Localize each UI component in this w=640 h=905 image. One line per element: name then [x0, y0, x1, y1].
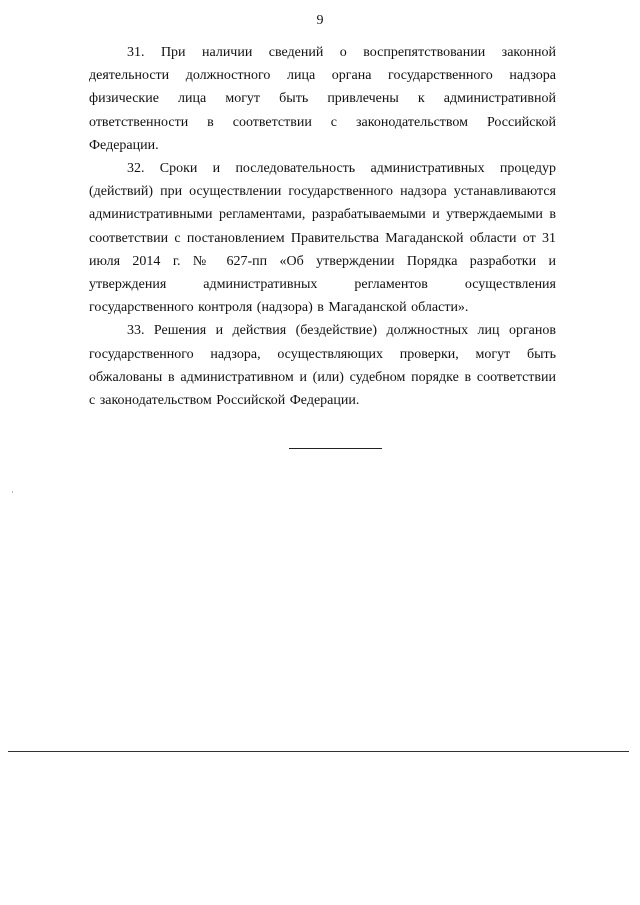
bottom-divider — [8, 751, 629, 752]
end-of-text-rule — [289, 448, 382, 449]
paragraph-33: 33. Решения и действия (бездействие) должностных лиц органов государственного надзора, осуществляющих проверки, могут быть обжалованы в административном и (или) судебном порядке в соответствии с законодательством Российской Федерации. — [89, 323, 556, 409]
page-number: 9 — [316, 13, 324, 28]
document-body — [89, 41, 556, 412]
paragraph-32: 32. Сроки и последовательность административных процедур (действий) при осуществлении государственного надзора устанавливаются административными регламентами, разрабатываемыми и утверждаемыми в соответствии с постановлением Правительства Магаданской области от 31 июля 2014 г. № 627-пп «Об утверждении Порядка разработки и утверждения административных регламентов осуществления государственного контроля (надзора) в Магаданской области». — [89, 161, 556, 316]
scan-artifact — [12, 491, 13, 493]
paragraph-31: 31. При наличии сведений о воспрепятствовании законной деятельности должностного лица органа государственного надзора физические лица могут быть привлечены к административной ответственности в соответствии с законодательством Российской Федерации. — [89, 45, 556, 153]
